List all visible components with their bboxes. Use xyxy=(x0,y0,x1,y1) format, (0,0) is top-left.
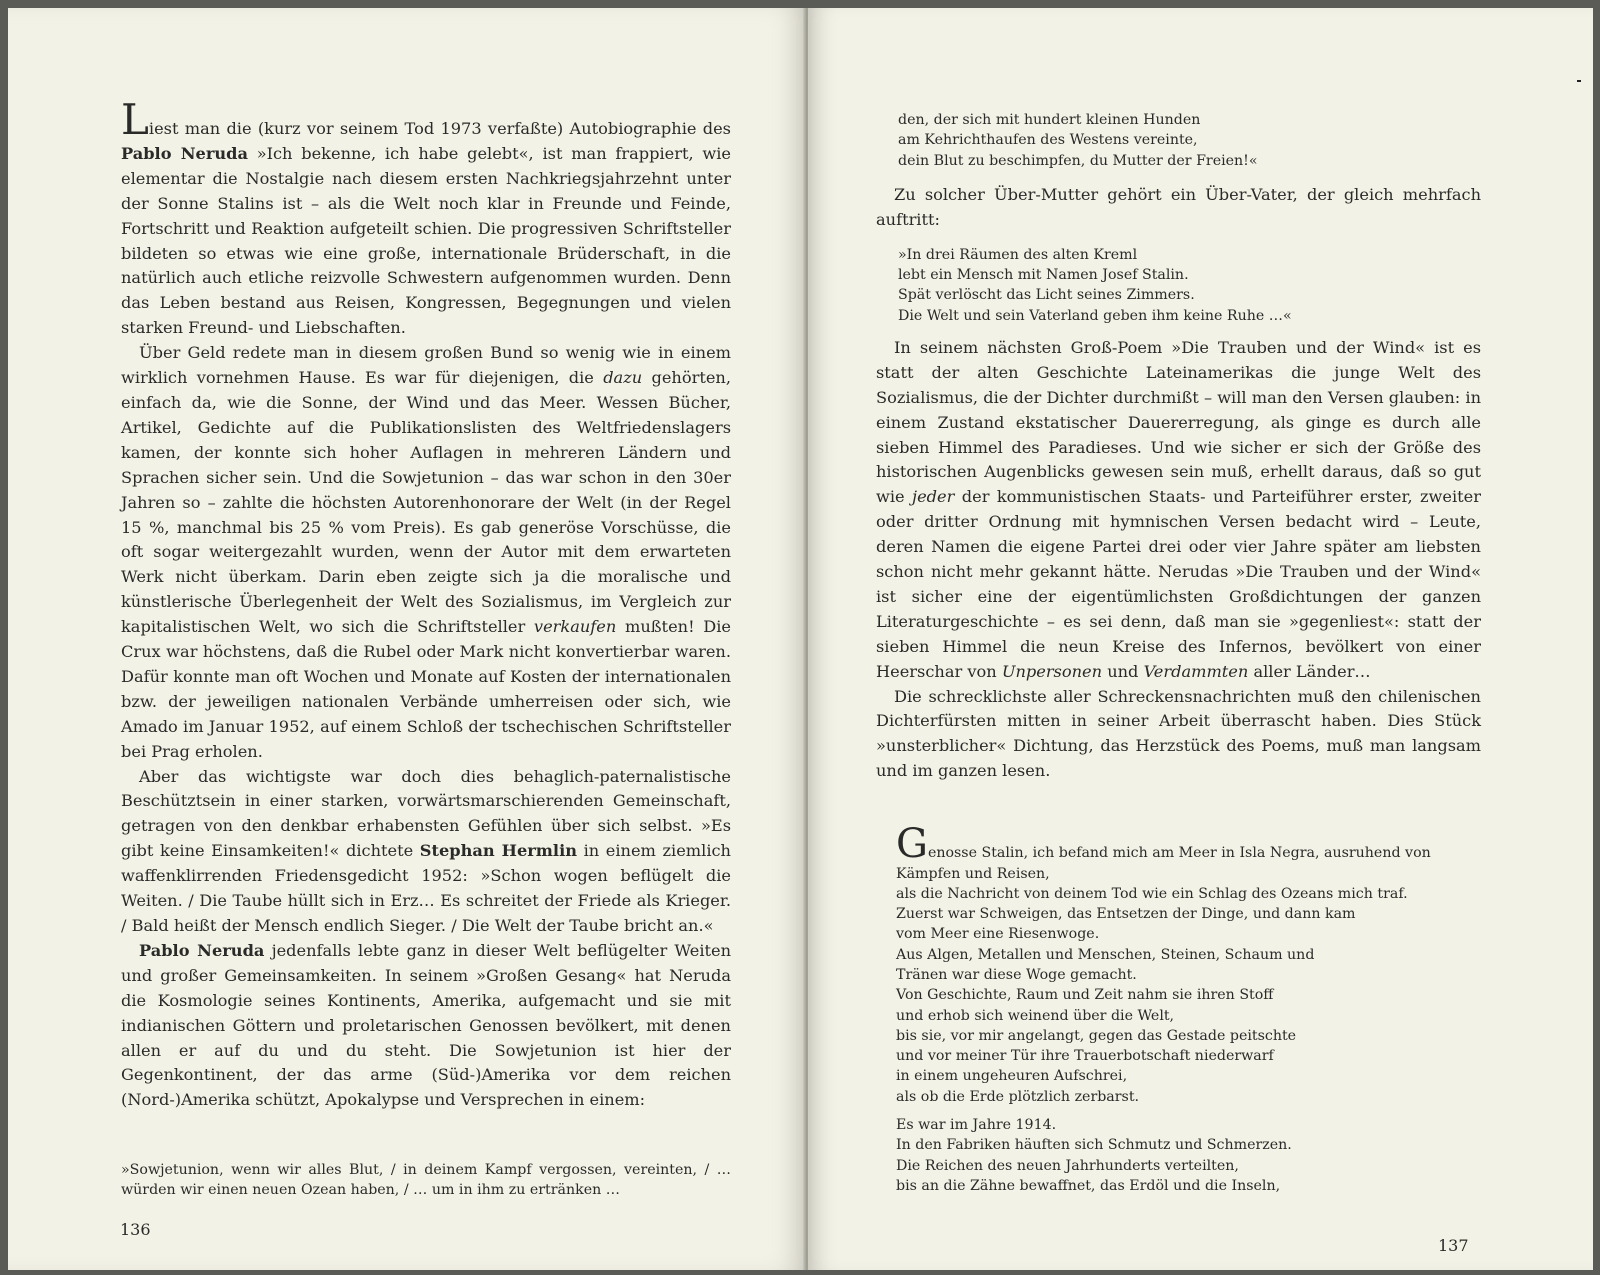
italic-emphasis: Verdammten xyxy=(1143,661,1249,681)
italic-emphasis: dazu xyxy=(603,368,643,388)
text-run: »Ich bekenne, ich habe gelebt«, ist man frappiert, wie elementar die Nostalgie nach diesem ersten Nachkriegsjahrzehnt unter der Sonne Stalins ist – als die Welt noch klar in Freunde und Feinde, Fortschritt und Reaktion aufgeteilt schien. Die progressiven Schriftsteller bildeten so etwas wie eine große, internationale Brüderschaft, in die natürlich auch etliche reizvolle Schwestern aufgenommen wurden. Denn das Leben bestand aus Reisen, Kongressen, Begegnungen und vielen starken Freund- und Liebschaften. xyxy=(121,143,731,338)
text-run: In seinem nächsten Groß-Poem »Die Trauben und der Wind« ist es statt der alten Geschichte Lateinamerikas die junge Welt des Sozialismus, die der Dichter durchmißt – will man den Versen glauben: in einem Zustand ekstatischer Dauererregung, als ginge es durch alle sieben Himmel des Paradieses. Und wie sicher er sich der Größe des historischen Augenblicks gewesen sein muß, erhellt daraus, daß so gut wie xyxy=(876,337,1481,507)
text-run: aller Länder… xyxy=(1248,661,1371,681)
text-run: Über Geld redete man in diesem großen Bund so wenig wie in einem wirklich vornehmen Hause. Es war für diejenigen, die xyxy=(121,343,731,388)
text-run: jedenfalls lebte ganz in dieser Welt beflügelter Weiten und großer Gemeinsamkeiten. In seinem »Großen Gesang« hat Neruda die Kosmologie seines Kontinents, Amerika, aufgemacht und sie mit indianischen Göttern und proletarischen Genossen bevölkert, mit denen allen er auf du und du steht. Die Sowjetunion ist hier der Gegenkontinent, der das arme (Süd-)Amerika vor dem reichen (Nord-)Amerika schützt, Apokalypse und Versprechen in einem: xyxy=(121,940,732,1110)
bold-name: Stephan Hermlin xyxy=(419,841,577,861)
right-page xyxy=(808,8,1593,1270)
text-run: iest man die (kurz vor seinem Tod 1973 verfaßte) Autobiographie des xyxy=(148,119,731,138)
poem-dropcap: G xyxy=(896,821,928,868)
paragraph: Zu solcher Über-Mutter gehört ein Über-Vater, der gleich mehrfach auftritt: xyxy=(876,184,1481,229)
text-run: der kommunistischen Staats- und Parteiführer erster, zweiter oder dritter Ordnung mit hymnischen Versen bedacht wird – Leute, deren Namen die eigene Partei drei oder vier Jahre später am liebsten schon nicht mehr gekannt hätte. Nerudas »Die Trauben und der Wind« ist sicher eine der eigentümlichsten Großdichtungen der ganzen Literaturgeschichte – es sei denn, daß man sie »gegenliest«: statt der sieben Himmel die neun Kreise des Infernos, bevölkert von einer Heerschar von xyxy=(876,487,1481,681)
bold-name: Pablo Neruda xyxy=(139,940,265,960)
paragraph xyxy=(121,341,731,764)
paragraph xyxy=(121,765,731,939)
text-run: mußten! Die Crux war höchstens, daß die Rubel oder Mark nicht konvertierbar waren. Dafür konnte man oft Wochen und Monate auf Kosten der internationalen bzw. der jeweiligen nationalen Verbände umherreisen oder sich, wie Amado im Januar 1952, auf einem Schloß der tschechischen Schriftsteller bei Prag erholen. xyxy=(121,617,731,761)
footnote-quote: »Sowjetunion, wenn wir alles Blut, / in deinem Kampf vergossen, vereinten, / … würden wir einen neuen Ozean haben, / … um in ihm zu ertränken … xyxy=(121,1162,731,1199)
text-run: und xyxy=(1102,661,1144,681)
italic-emphasis: verkaufen xyxy=(533,617,617,637)
verse-quote-1: den, der sich mit hundert kleinen Hunden am Kehrichthaufen des Westens vereinte, dein Blut zu beschimpfen, du Mutter der Freien!« xyxy=(898,112,1258,169)
text-run: in einem ziemlich waffenklirrenden Friedensgedicht 1952: »Schon wogen beflügelt die Weiten. / Die Taube hüllt sich in Erz… Es schreitet der Friede als Krieger. / Bald heißt der Mensch endlich Sieger. / Die Welt der Taube bricht an.« xyxy=(121,841,731,935)
drop-cap: L xyxy=(121,95,149,144)
left-page xyxy=(8,8,808,1270)
text-run: Aber das wichtigste war doch dies behaglich-paternalistische Beschütztsein in einer starken, vorwärtsmarschierenden Gemeinschaft, getragen von den denkbar erhabensten Gefühlen über sich selbst. »Es gibt keine Einsamkeiten!« dichtete xyxy=(121,766,731,861)
paragraph: Die schrecklichste aller Schreckensnachrichten muß den chilenischen Dichterfürsten mitten in seiner Arbeit überrascht haben. Dies Stück »unsterblicher« Dichtung, das Herzstück des Poems, muß man langsam und im ganzen lesen. xyxy=(876,686,1481,781)
poem-stanza-2: Es war im Jahre 1914. In den Fabriken häuften sich Schmutz und Schmerzen. Die Reichen des neuen Jahrhunderts verteilten, bis an die Zähne bewaffnet, das Erdöl und die Inseln, xyxy=(896,1117,1292,1194)
edge-mark xyxy=(1577,80,1581,82)
bold-name: Pablo Neruda xyxy=(121,143,248,163)
poem-stanza-1: Genosse Stalin, ich befand mich am Meer in Isla Negra, ausruhend von Kämpfen und Reisen, als die Nachricht von deinem Tod wie ein Schlag des Ozeans mich traf. Zuerst war Schweigen, das Entsetzen der Dinge, und dann kam vom Meer eine Riesenwoge. Aus Algen, Metallen und Menschen, Steinen, Schaum und Tränen war diese Woge gemacht. Von Geschichte, Raum und Zeit nahm sie ihren Stoff und erhob sich weinend über die Welt, bis sie, vor mir angelangt, gegen das Gestade peitschte und vor meiner Tür ihre Trauerbotschaft niederwarf in einem ungeheuren Aufschrei, als ob die Erde plötzlich zerbarst. xyxy=(896,821,1431,1105)
paragraph xyxy=(876,336,1481,685)
page-number-right: 137 xyxy=(1438,1236,1469,1255)
verse-quote-2: »In drei Räumen des alten Kreml lebt ein Mensch mit Namen Josef Stalin. Spät verlöscht das Licht seines Zimmers. Die Welt und sein Vaterland geben ihm keine Ruhe …« xyxy=(898,246,1292,324)
right-text-column xyxy=(876,110,1481,1196)
left-text-column xyxy=(121,95,732,1113)
text-run: gehörten, einfach da, wie die Sonne, der Wind und das Meer. Wessen Bücher, Artikel, Gedichte auf die Publikationslisten des Weltfriedenslagers kamen, der konnte sich hoher Auflagen in mehreren Ländern und Sprachen sicher sein. Und die Sowjetunion – das war schon in den 30er Jahren so – zahlte die höchsten Autorenhonorare der Welt (in der Regel 15 %, manchmal bis 25 % vom Preis). Es gab generöse Vorschüsse, die oft sogar weitergezahlt wurden, wenn der Autor mit dem erwarteten Werk nicht überkam. Darin eben zeigte sich ja die moralische und künstlerische Überlegenheit der Welt des Sozialismus, im Vergleich zur kapitalistischen Welt, wo sich die Schriftsteller xyxy=(121,368,731,637)
page-number-left: 136 xyxy=(120,1220,151,1239)
paragraph xyxy=(121,939,731,1113)
paragraph xyxy=(121,95,731,341)
italic-emphasis: jeder xyxy=(912,487,955,507)
italic-emphasis: Unpersonen xyxy=(1001,661,1103,681)
